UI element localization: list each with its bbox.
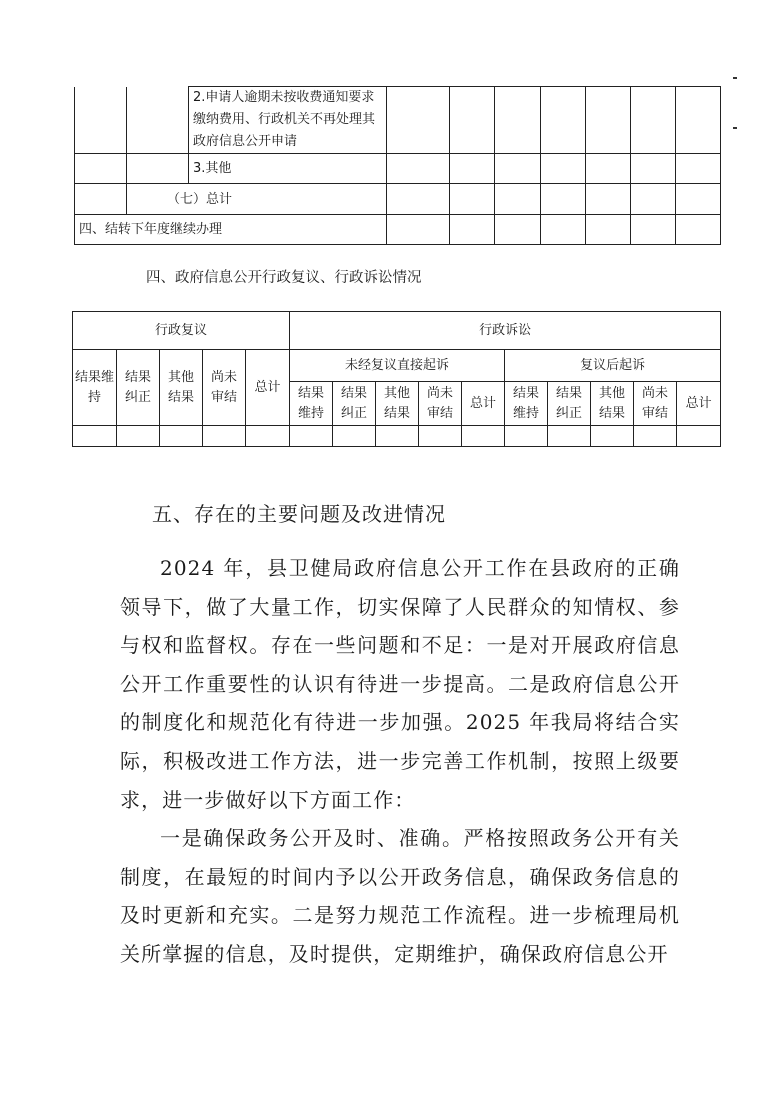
data-cell [631, 184, 676, 215]
total-label: （七）总计 [127, 184, 387, 215]
scan-mark [733, 127, 737, 129]
data-cell [203, 426, 246, 447]
data-cell [495, 87, 541, 154]
data-cell [160, 426, 203, 447]
data-cell [586, 184, 631, 215]
data-cell [541, 87, 586, 154]
data-cell [495, 154, 541, 184]
data-cell [462, 426, 505, 447]
review-litigation-table [72, 311, 721, 447]
data-cell [591, 426, 634, 447]
row-text-other: 3.其他 [189, 154, 387, 184]
col-corrected: 结果纠正 [548, 382, 591, 426]
data-cell [548, 426, 591, 447]
data-cell [505, 426, 548, 447]
review-header: 行政复议 [73, 312, 290, 350]
data-cell [634, 426, 677, 447]
col-other: 其他结果 [591, 382, 634, 426]
col-corrected: 结果纠正 [333, 382, 376, 426]
col-pending: 尚未审结 [419, 382, 462, 426]
data-cell [333, 426, 376, 447]
col-total: 总计 [246, 350, 290, 426]
blank-cell [127, 154, 189, 184]
col-other: 其他结果 [160, 350, 203, 426]
data-cell [419, 426, 462, 447]
carry-over-label: 四、结转下年度继续办理 [75, 215, 387, 245]
data-cell [450, 215, 495, 245]
blank-cell [75, 87, 127, 154]
blank-cell [127, 87, 189, 154]
data-cell [387, 154, 450, 184]
blank-cell [75, 184, 127, 215]
col-other: 其他结果 [376, 382, 419, 426]
col-total: 总计 [677, 382, 721, 426]
data-cell [541, 154, 586, 184]
table-caption: 四、政府信息公开行政复议、行政诉讼情况 [146, 270, 422, 286]
data-cell [586, 87, 631, 154]
data-cell [586, 215, 631, 245]
data-cell [676, 87, 721, 154]
after-review-header: 复议后起诉 [505, 350, 721, 382]
blank-cell [75, 154, 127, 184]
litigation-header: 行政诉讼 [290, 312, 721, 350]
data-cell [541, 215, 586, 245]
col-pending: 尚未审结 [634, 382, 677, 426]
direct-suit-header: 未经复议直接起诉 [290, 350, 505, 382]
data-cell [246, 426, 290, 447]
data-cell [631, 215, 676, 245]
data-cell [73, 426, 117, 447]
col-upheld: 结果维持 [290, 382, 333, 426]
data-cell [387, 87, 450, 154]
data-cell [631, 87, 676, 154]
data-cell [117, 426, 160, 447]
col-corrected: 结果纠正 [117, 350, 160, 426]
col-total: 总计 [462, 382, 505, 426]
data-cell [631, 154, 676, 184]
data-cell [450, 87, 495, 154]
data-cell [376, 426, 419, 447]
data-cell [676, 215, 721, 245]
paragraph: 一是确保政务公开及时、准确。严格按照政务公开有关制度，在最短的时间内予以公开政务信息，确保政务信息的及时更新和充实。二是努力规范工作流程。进一步梳理局机关所掌握的信息，及时提供，定期维护，确保政府信息公开 [120, 826, 680, 966]
data-cell [541, 184, 586, 215]
data-cell [676, 184, 721, 215]
scan-mark [733, 77, 737, 79]
row-text-fee: 2.申请人逾期未按收费通知要求缴纳费用、行政机关不再处理其政府信息公开申请 [189, 87, 387, 154]
data-cell [450, 184, 495, 215]
data-cell [495, 215, 541, 245]
data-cell [495, 184, 541, 215]
data-cell [677, 426, 721, 447]
col-pending: 尚未审结 [203, 350, 246, 426]
data-cell [387, 215, 450, 245]
data-cell [290, 426, 333, 447]
data-cell [387, 184, 450, 215]
data-cell [450, 154, 495, 184]
paragraph: 2024 年，县卫健局政府信息公开工作在县政府的正确领导下，做了大量工作，切实保障了人民群众的知情权、参与权和监督权。存在一些问题和不足：一是对开展政府信息公开工作重要性的认识有待进一步提高。二是政府信息公开的制度化和规范化有待进一步加强。2025 年我局将结合实际，积极改进工作方法，进一步完善工作机制，按照上级要求，进一步做好以下方面工作： [120, 556, 680, 812]
data-cell [676, 154, 721, 184]
section-heading: 五、存在的主要问题及改进情况 [152, 502, 446, 526]
col-upheld: 结果维持 [505, 382, 548, 426]
data-cell [586, 154, 631, 184]
section-body [120, 549, 680, 974]
col-upheld: 结果维持 [73, 350, 117, 426]
application-table-continued [74, 86, 721, 245]
